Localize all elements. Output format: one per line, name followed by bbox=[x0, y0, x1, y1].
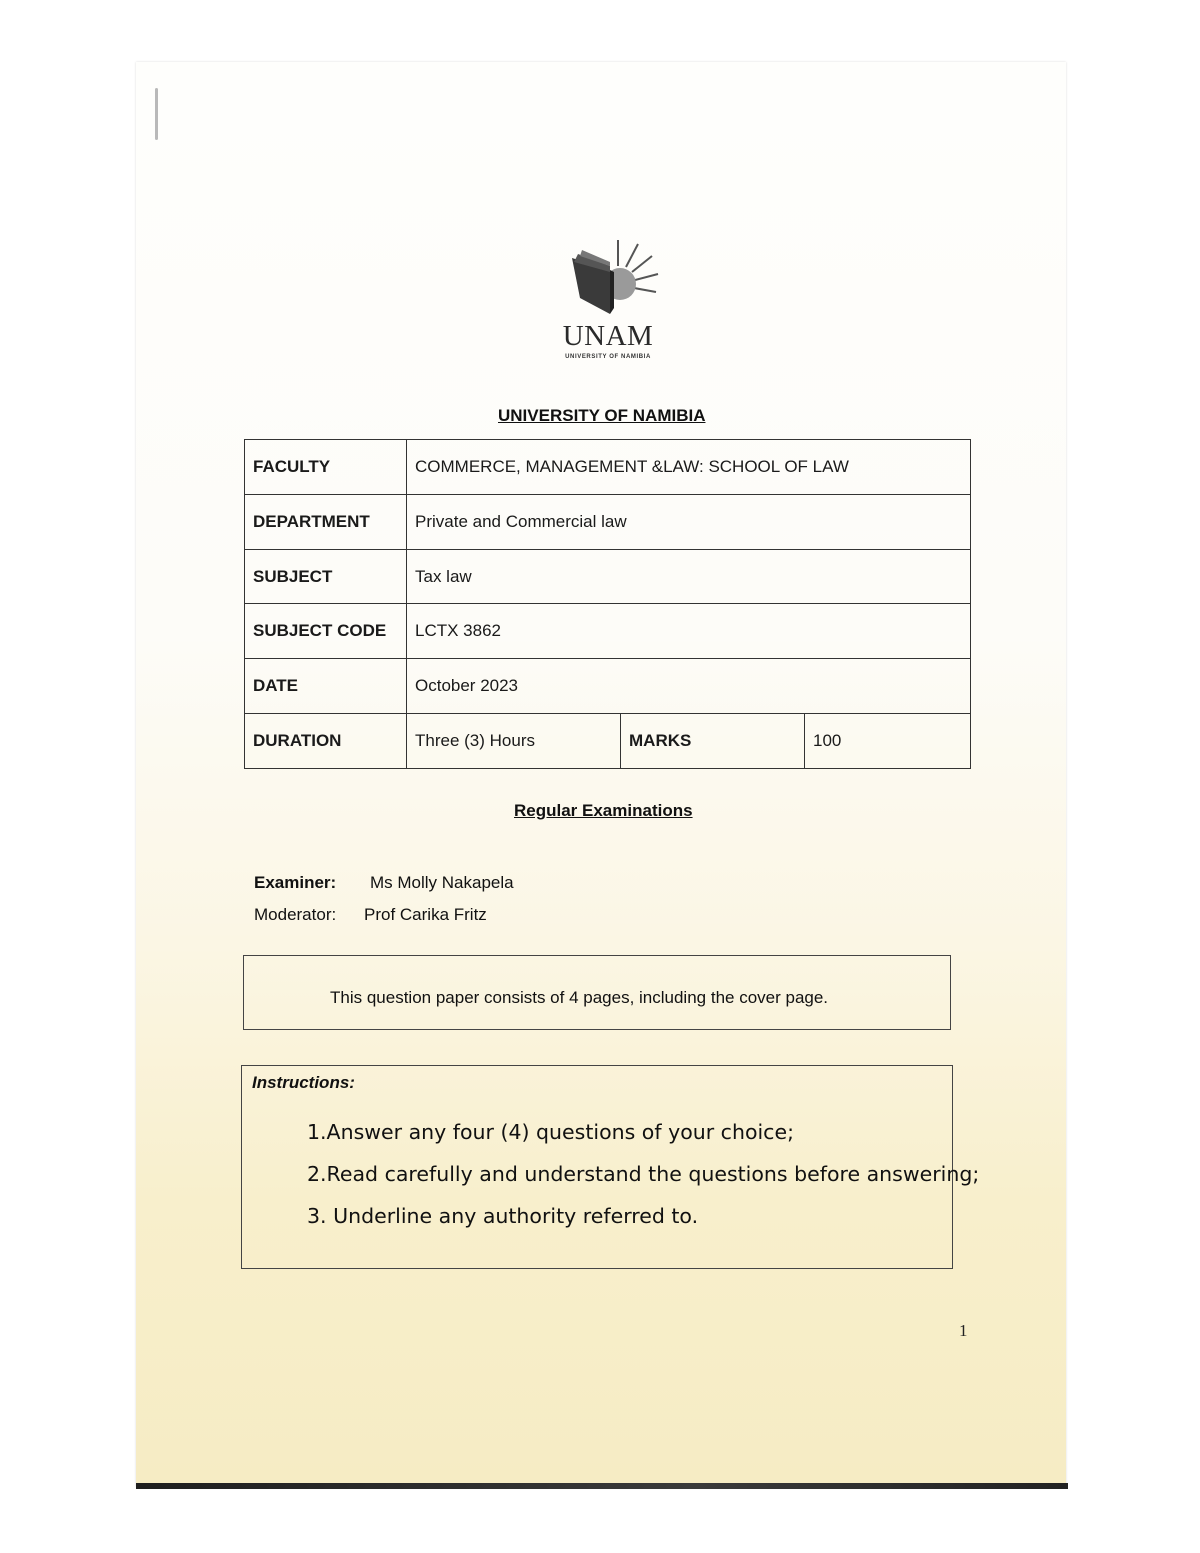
table-row bbox=[245, 549, 971, 604]
university-title: UNIVERSITY OF NAMIBIA bbox=[498, 406, 706, 425]
instructions-box bbox=[241, 1065, 980, 1269]
marks-value: 100 bbox=[805, 714, 971, 769]
examiner-label: Examiner: bbox=[254, 873, 337, 892]
table-row bbox=[245, 494, 971, 549]
marks-label: MARKS bbox=[621, 714, 805, 769]
faculty-value: COMMERCE, MANAGEMENT &LAW: SCHOOL OF LAW bbox=[407, 440, 971, 495]
instructions-title: Instructions: bbox=[252, 1073, 355, 1092]
logo-wordmark: UNAM bbox=[562, 320, 654, 352]
examiner-line bbox=[254, 873, 514, 893]
logo-subtext: UNIVERSITY OF NAMIBIA bbox=[565, 354, 651, 360]
date-value: October 2023 bbox=[407, 659, 971, 714]
department-label: DEPARTMENT bbox=[245, 494, 407, 549]
duration-value: Three (3) Hours bbox=[407, 714, 621, 769]
examiner-name: Ms Molly Nakapela bbox=[370, 873, 514, 892]
subject-value: Tax law bbox=[407, 549, 971, 604]
exam-type-heading: Regular Examinations bbox=[514, 801, 693, 820]
table-row bbox=[245, 604, 971, 659]
duration-label: DURATION bbox=[245, 714, 407, 769]
moderator-name: Prof Carika Fritz bbox=[364, 905, 487, 924]
department-value: Private and Commercial law bbox=[407, 494, 971, 549]
page-number: 1 bbox=[959, 1321, 968, 1340]
moderator-label: Moderator: bbox=[254, 905, 337, 924]
unam-logo bbox=[552, 236, 664, 366]
book-sun-icon bbox=[552, 236, 664, 322]
faculty-label: FACULTY bbox=[245, 440, 407, 495]
moderator-line bbox=[254, 905, 487, 925]
page-count-box bbox=[243, 955, 951, 1030]
subject-label: SUBJECT bbox=[245, 549, 407, 604]
subject-code-value: LCTX 3862 bbox=[407, 604, 971, 659]
exam-info-table bbox=[244, 439, 971, 769]
date-label: DATE bbox=[245, 659, 407, 714]
page-count-note: This question paper consists of 4 pages, including the cover page. bbox=[330, 988, 829, 1007]
instruction-item: 1.Answer any four (4) questions of your choice; bbox=[307, 1120, 794, 1144]
instruction-item: 3. Underline any authority referred to. bbox=[307, 1204, 699, 1228]
table-row bbox=[245, 659, 971, 714]
table-row bbox=[245, 714, 971, 769]
staple-mark bbox=[155, 88, 158, 140]
sheet-shadow-edge bbox=[136, 1483, 1068, 1489]
subject-code-label: SUBJECT CODE bbox=[245, 604, 407, 659]
table-row bbox=[245, 440, 971, 495]
instruction-item: 2.Read carefully and understand the questions before answering; bbox=[307, 1162, 980, 1186]
